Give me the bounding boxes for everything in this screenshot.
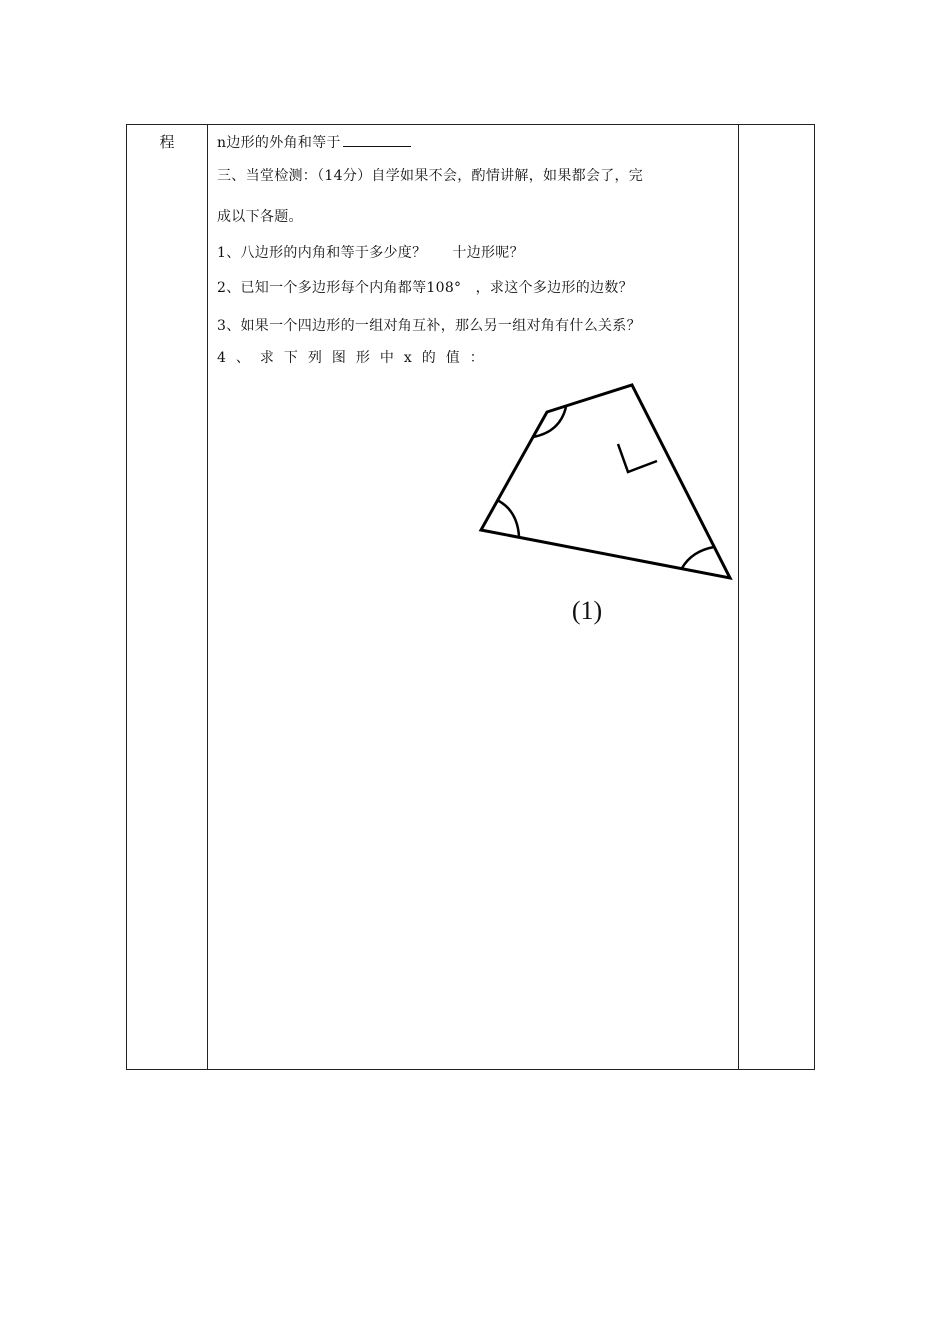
quadrilateral-shape (481, 385, 730, 578)
angle-arc-bottom-right (682, 547, 714, 568)
question-1-part-1: 1、八边形的内角和等于多少度？ (217, 245, 427, 261)
section-heading-continued-text: 成以下各题。 (217, 209, 303, 225)
question-2-text: 2、已知一个多边形每个内角都等108° ，求这个多边形的边数？ (217, 280, 633, 296)
question-1-part-2: 十边形呢？ (452, 245, 524, 261)
quadrilateral-outline (481, 385, 730, 578)
question-3-text: 3、如果一个四边形的一组对角互补，那么另一组对角有什么关系？ (217, 318, 641, 334)
angle-marks (497, 407, 714, 568)
question-4-text: 4、求下列图形中x的值： (217, 350, 494, 366)
angle-arc-left (497, 500, 519, 536)
exterior-angle-sum-text: n边形的外角和等于 (217, 135, 341, 151)
right-angle-mark (618, 444, 657, 472)
figure-label: (1) (571, 596, 603, 625)
section-heading-text: 三、当堂检测：（14分）自学如果不会，酌情讲解，如果都会了，完 (217, 168, 644, 184)
stage-label: 程 (159, 133, 175, 151)
